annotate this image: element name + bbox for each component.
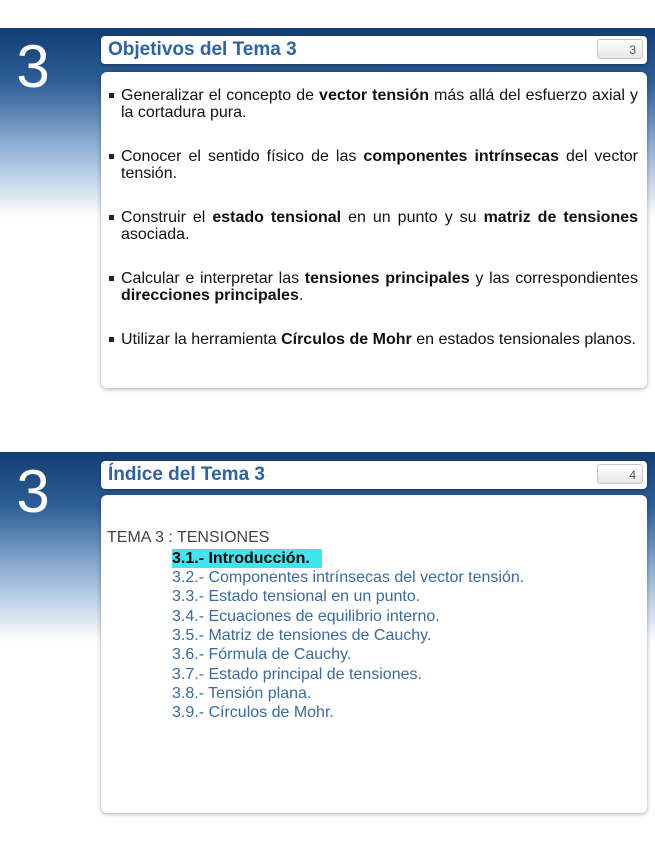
chapter-number: 3 — [16, 33, 50, 100]
slide-objetivos — [0, 0, 655, 410]
index-item[interactable]: 3.9.- Círculos de Mohr. — [172, 704, 334, 721]
objective-item — [107, 87, 638, 121]
objectives-box — [101, 72, 647, 388]
objective-keyword: estado tensional — [212, 209, 342, 226]
objective-item — [107, 148, 638, 182]
index-item[interactable]: 3.3.- Estado tensional en un punto. — [172, 588, 421, 605]
page-number: 3 — [597, 39, 643, 59]
objective-keyword: matriz de tensiones — [483, 209, 639, 226]
slide-title: Objetivos del Tema 3 — [108, 39, 297, 60]
slide-title-bar — [101, 461, 647, 489]
objective-text: en estados tensionales planos. — [411, 331, 636, 348]
objective-keyword: vector tensión — [319, 87, 429, 104]
bullet-icon — [109, 276, 114, 281]
index-heading: TEMA 3 : TENSIONES — [107, 529, 270, 546]
index-item[interactable]: 3.7.- Estado principal de tensiones. — [172, 666, 422, 683]
objective-text: Calcular e interpretar las — [121, 270, 305, 287]
slide-indice — [0, 425, 655, 848]
objective-item — [107, 209, 638, 243]
page-number: 4 — [597, 464, 643, 484]
objective-text: Generalizar el concepto de — [121, 87, 320, 104]
index-item[interactable]: 3.1.- Introducción. — [172, 549, 322, 568]
objective-text: y las correspondientes — [469, 270, 638, 287]
objective-keyword: Círculos de Mohr — [281, 331, 412, 348]
index-item[interactable]: 3.6.- Fórmula de Cauchy. — [172, 646, 352, 663]
objective-text: asociada. — [121, 226, 190, 243]
index-item[interactable]: 3.5.- Matriz de tensiones de Cauchy. — [172, 627, 432, 644]
index-item[interactable]: 3.8.- Tensión plana. — [172, 685, 312, 702]
bullet-icon — [109, 337, 114, 342]
objective-item — [107, 331, 638, 348]
objective-text: Conocer el sentido físico de las — [121, 148, 364, 165]
slide-title-bar — [101, 36, 647, 64]
bullet-icon — [109, 93, 114, 98]
bullet-icon — [109, 215, 114, 220]
objective-item — [107, 270, 638, 304]
bullet-icon — [109, 154, 114, 159]
chapter-number: 3 — [16, 458, 50, 525]
objective-keyword: direcciones principales — [121, 287, 299, 304]
objective-keyword: componentes intrínsecas — [363, 148, 559, 165]
objective-text: en un punto y su — [341, 209, 484, 226]
objective-text: Utilizar la herramienta — [121, 331, 282, 348]
index-item[interactable]: 3.2.- Componentes intrínsecas del vector tensión. — [172, 569, 525, 586]
objective-keyword: tensiones principales — [304, 270, 470, 287]
objective-text: Construir el — [121, 209, 213, 226]
objective-text: del vector tensión. — [121, 148, 639, 182]
slide-title: Índice del Tema 3 — [108, 464, 265, 485]
objective-text: más allá del esfuerzo axial y la cortadura pura. — [121, 87, 638, 121]
objective-text: . — [298, 287, 304, 304]
index-item[interactable]: 3.4.- Ecuaciones de equilibrio interno. — [172, 608, 440, 625]
